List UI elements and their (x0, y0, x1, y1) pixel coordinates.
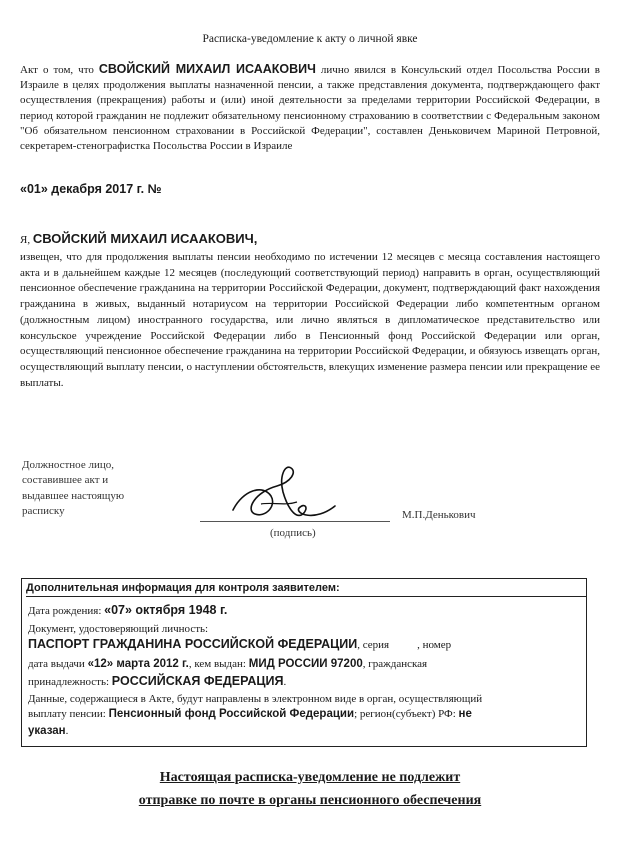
official-label (22, 458, 172, 519)
act-intro: Акт о том, что (20, 64, 99, 76)
signature-caption: (подпись) (270, 527, 316, 539)
passport-value: ПАСПОРТ ГРАЖДАНИНА РОССИЙСКОЙ ФЕДЕРАЦИИ (28, 637, 358, 651)
act-date-line: «01» декабря 2017 г. № (20, 182, 162, 196)
belonging-value: РОССИЙСКАЯ ФЕДЕРАЦИЯ (111, 674, 284, 688)
notice-paragraph: извещен, что для продолжения выплаты пенсии необходимо по истечении 12 месяцев с месяца составления настоящего акта и в дальнейшем каждые 12 месяцев (последующий соответствующий период) направить в орган, осуществляющий пенсионное обеспечение гражданина на территории Российской Федерации, документ, подтверждающий факт нахождения гражданина в живых, выданный нотариусом на территории Российской Федерации либо компетентным органом (должностным лицом) иностранного государства, или лично являться в дипломатическое представительство или консульское учреждение Российской Федерации либо в Пенсионный фонд Российской Федерации или орган, осуществляющий пенсионное обеспечение гражданина на территории Российской Федерации, и обязуюсь извещать орган, осуществляющий выплату пенсии, о наступлении обстоятельств, влекущих изменение размера пенсии или прекращение ее выплаты. (20, 251, 600, 389)
official-line: выдавшее настоящую (22, 489, 125, 502)
payer-value: Пенсионный фонд Российской Федерации (108, 708, 355, 720)
region-value-2: указан (28, 725, 66, 737)
belonging-end: . (283, 676, 287, 688)
number-label: , номер (417, 639, 452, 651)
handwritten-signature (225, 462, 345, 527)
birth-value: «07» октября 1948 г. (104, 603, 228, 617)
data-transfer-row: Данные, содержащиеся в Акте, будут направлены в электронном виде в орган, осуществляющий (28, 693, 483, 705)
official-line: расписку (22, 504, 65, 517)
belonging-label: принадлежность: (28, 676, 112, 688)
series-label: , серия (357, 639, 390, 651)
birth-label: Дата рождения: (28, 605, 105, 617)
footer-line-2: отправке по почте в органы пенсионного обеспечения (138, 793, 482, 808)
citizenship-label: , гражданская (362, 658, 428, 670)
notice-ya: Я, (20, 234, 33, 246)
issue-value: «12» марта 2012 г. (87, 658, 189, 670)
signer-name: М.П.Денькович (402, 509, 476, 521)
issue-label: дата выдачи (28, 658, 88, 670)
notice-heading (20, 231, 257, 246)
info-box-heading: Дополнительная информация для контроля заявителем: (26, 582, 586, 597)
region-row (28, 725, 68, 737)
official-line: Должностное лицо, (22, 459, 114, 471)
act-paragraph (20, 62, 600, 154)
belonging-row (28, 674, 286, 688)
payer-row (28, 708, 472, 720)
issued-by-value: МИД РОССИИ 97200 (248, 658, 363, 670)
region-value-1: не (458, 708, 472, 720)
birth-date-row (28, 603, 227, 617)
notice-person-name: СВОЙСКИЙ МИХАИЛ ИСААКОВИЧ, (32, 231, 258, 246)
passport-row (28, 637, 451, 651)
region-label: ; регион(субъект) РФ: (354, 708, 459, 720)
issue-row (28, 658, 427, 670)
payer-label: выплату пенсии: (28, 708, 109, 720)
issued-by-label: , кем выдан: (188, 658, 249, 670)
additional-info-box (21, 578, 587, 747)
document-title: Расписка-уведомление к акту о личной явке (202, 33, 418, 45)
footer-line-1: Настоящая расписка-уведомление не подлежит (159, 770, 461, 785)
signature-line (200, 521, 390, 522)
document-label-row: Документ, удостоверяющий личность: (28, 623, 209, 635)
act-person-name: СВОЙСКИЙ МИХАИЛ ИСААКОВИЧ (98, 62, 316, 76)
region-end: . (65, 725, 69, 737)
official-line: составившее акт и (22, 474, 109, 487)
act-text: лично явился в Консульский отдел Посольства России в Израиле в целях продолжения выплаты назначенной пенсии, а также представления документа, подтверждающего факт осуществления (прекращения) работы и (или) иной деятельности за пределами территории Российской Федерации, в период которой гражданин не подлежит обязательному пенсионному страхованию в соответствии с Федеральным законом "Об обязательном пенсионном страховании в Российской Федерации", составлен Деньковичем Мариной Петровной, секретарем-стенографистка Посольства России в Израиле (20, 64, 600, 153)
